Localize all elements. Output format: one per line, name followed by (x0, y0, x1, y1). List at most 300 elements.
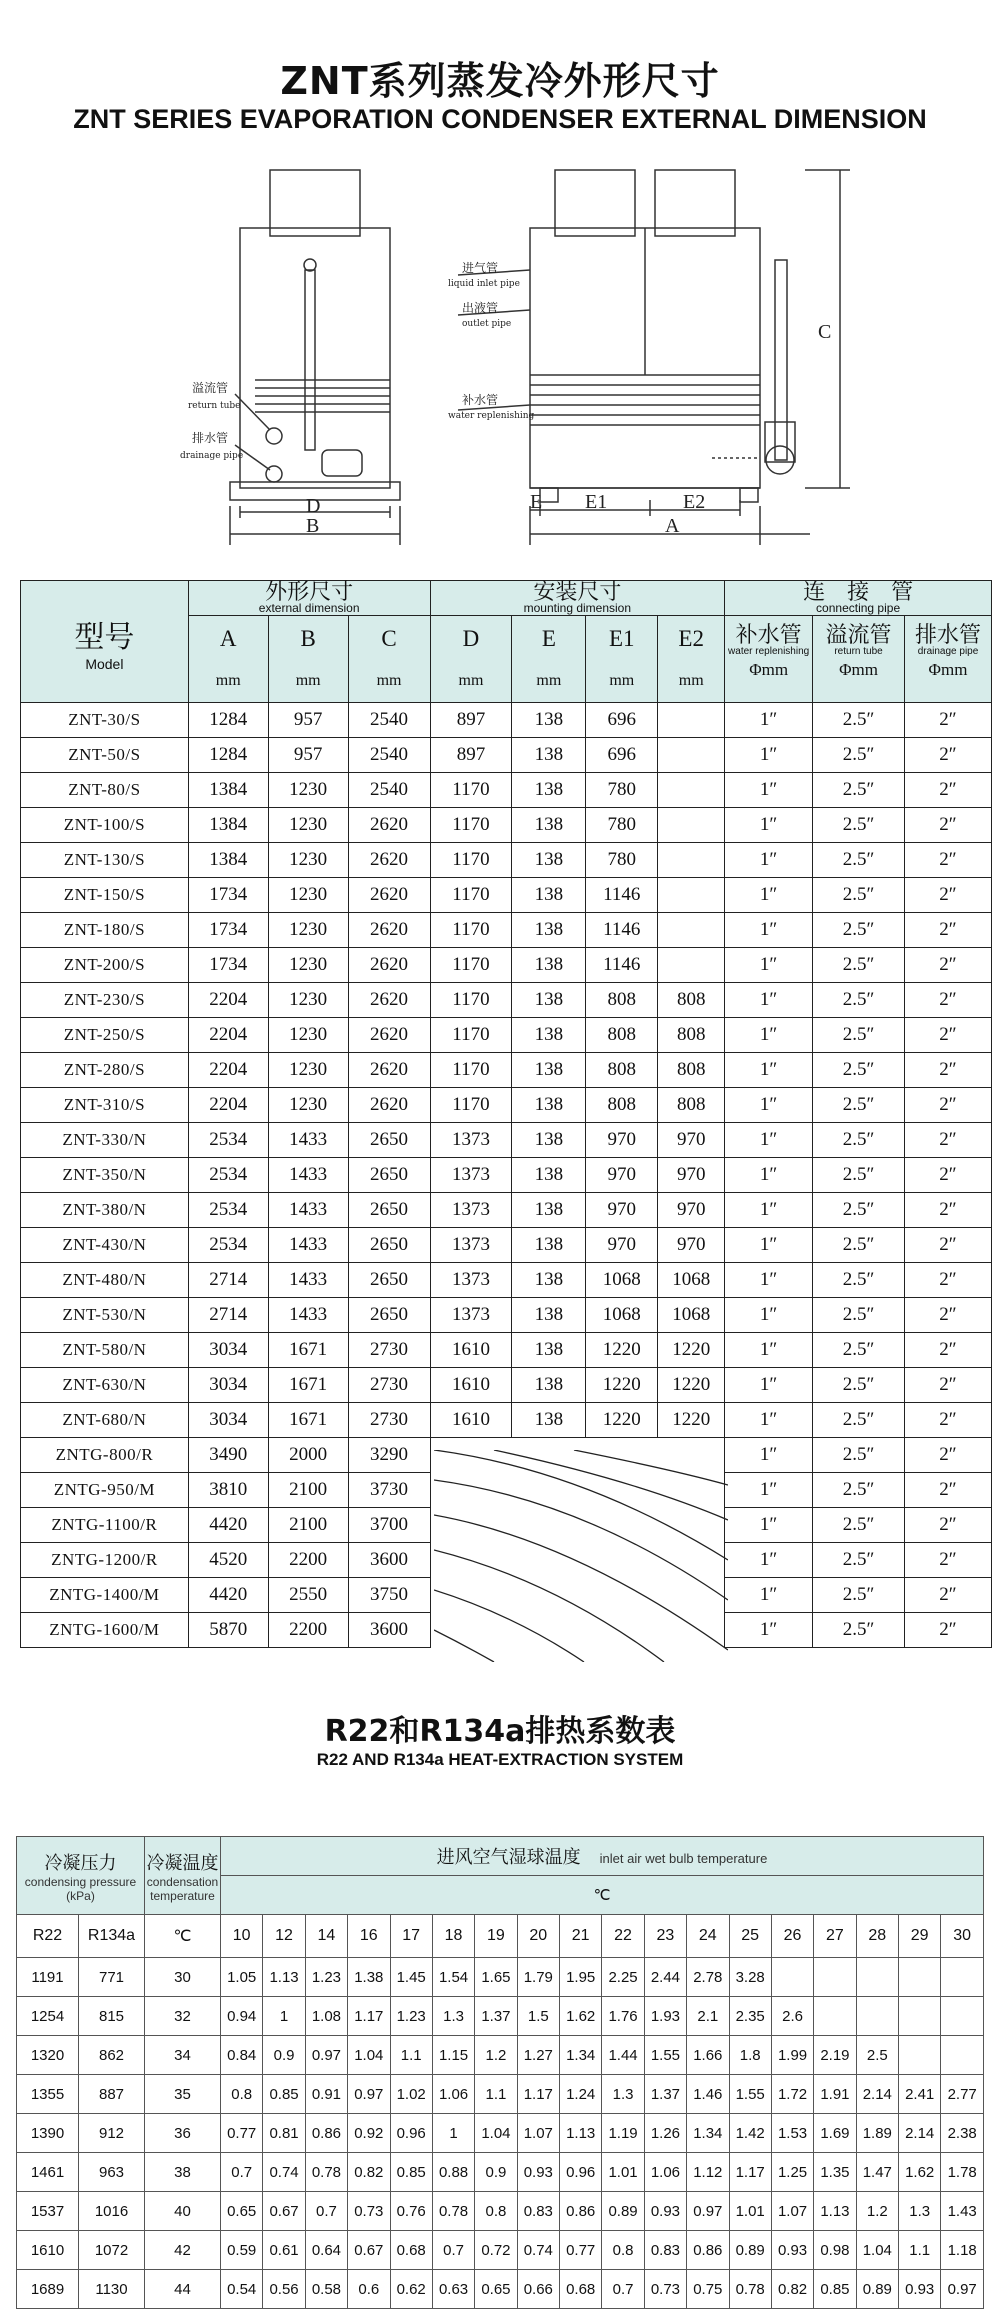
unit-label: mm (295, 672, 321, 689)
value-cell: 0.7 (221, 2153, 263, 2192)
value-cell: 2.5″ (813, 1018, 905, 1053)
value-cell: 887 (79, 2075, 145, 2114)
value-cell: 1.89 (856, 2114, 898, 2153)
value-cell: 1.04 (348, 2036, 390, 2075)
value-cell: 2620 (348, 1088, 430, 1123)
value-cell: 2.5″ (813, 1613, 905, 1648)
wet-bulb-header-cn: 进风空气湿球温度 (436, 1847, 581, 1867)
table-row (17, 2075, 984, 2114)
value-cell: 808 (658, 983, 725, 1018)
model-header (21, 581, 189, 703)
value-cell: 808 (658, 1088, 725, 1123)
value-cell: 0.9 (263, 2036, 305, 2075)
value-cell: 2″ (904, 1578, 991, 1613)
value-cell: 1″ (725, 983, 813, 1018)
value-cell: 2.5″ (813, 1088, 905, 1123)
value-cell: 0.89 (602, 2192, 644, 2231)
table-row (21, 948, 992, 983)
condensing-temp-en: condensation temperature (146, 1874, 219, 1903)
value-cell: 2″ (904, 1158, 991, 1193)
value-cell: 1734 (188, 913, 268, 948)
value-cell: 1.93 (644, 1997, 686, 2036)
value-cell: 32 (145, 1997, 221, 2036)
table-row (21, 1333, 992, 1368)
value-cell: 1.42 (729, 2114, 771, 2153)
wet-bulb-temp-cell: 19 (475, 1915, 517, 1958)
value-cell: 1016 (79, 2192, 145, 2231)
value-cell: 0.98 (814, 2231, 856, 2270)
unit-label: mm (376, 672, 402, 689)
value-cell: 0.63 (432, 2270, 474, 2309)
value-cell: 2″ (904, 1368, 991, 1403)
value-cell: 2730 (348, 1403, 430, 1438)
col-B-label: B (300, 626, 316, 651)
table-row (17, 2270, 984, 2309)
value-cell: 1″ (725, 913, 813, 948)
value-cell: 1.3 (432, 1997, 474, 2036)
drain-pipe-en: drainage pipe (917, 646, 979, 657)
value-cell: 138 (512, 1228, 586, 1263)
value-cell: 2″ (904, 1403, 991, 1438)
value-cell: 138 (512, 1158, 586, 1193)
value-cell: 4420 (188, 1508, 268, 1543)
value-cell: 138 (512, 703, 586, 738)
col-header-A (188, 616, 268, 703)
value-cell: 1.34 (687, 2114, 729, 2153)
value-cell: 1373 (430, 1298, 512, 1333)
value-cell: 2.5″ (813, 738, 905, 773)
value-cell: 970 (586, 1228, 658, 1263)
value-cell: 3700 (348, 1508, 430, 1543)
unit-label: mm (609, 672, 635, 689)
wet-bulb-temp-cell: 23 (644, 1915, 686, 1958)
external-dimension-cn: 外形尺寸 (265, 579, 354, 604)
value-cell: 2.25 (602, 1958, 644, 1997)
value-cell: 1″ (725, 1053, 813, 1088)
value-cell: 1610 (430, 1368, 512, 1403)
value-cell: 1.79 (517, 1958, 559, 1997)
value-cell: 1.1 (899, 2231, 941, 2270)
value-cell: 2.5″ (813, 1193, 905, 1228)
table-row (21, 1298, 992, 1333)
value-cell: 2″ (904, 1123, 991, 1158)
table-row (21, 1123, 992, 1158)
value-cell: 0.6 (348, 2270, 390, 2309)
value-cell: 38 (145, 2153, 221, 2192)
value-cell: 1.5 (517, 1997, 559, 2036)
value-cell: 0.91 (305, 2075, 347, 2114)
value-cell: 0.93 (771, 2231, 813, 2270)
value-cell: 0.68 (390, 2231, 432, 2270)
table-row (17, 2153, 984, 2192)
value-cell: 0.85 (814, 2270, 856, 2309)
wet-bulb-unit: ℃ (221, 1876, 984, 1915)
value-cell: 2″ (904, 1263, 991, 1298)
value-cell: 1″ (725, 773, 813, 808)
value-cell: 1433 (268, 1123, 348, 1158)
value-cell: 1610 (430, 1403, 512, 1438)
value-cell: 1284 (188, 703, 268, 738)
value-cell: 1″ (725, 878, 813, 913)
value-cell: 2″ (904, 773, 991, 808)
heat-table-subtitle: R22 AND R134a HEAT-EXTRACTION SYSTEM (316, 1750, 684, 1769)
table-row (21, 1403, 992, 1438)
value-cell: 1.23 (390, 1997, 432, 2036)
value-cell: 2.77 (941, 2075, 984, 2114)
table-row (21, 738, 992, 773)
value-cell: 2″ (904, 948, 991, 983)
model-cell: ZNTG-1100/R (21, 1508, 189, 1543)
value-cell: 1.43 (941, 2192, 984, 2231)
value-cell: 0.8 (475, 2192, 517, 2231)
table-row (17, 2231, 984, 2270)
value-cell (941, 2036, 984, 2075)
value-cell: 1.78 (941, 2153, 984, 2192)
value-cell: 138 (512, 1053, 586, 1088)
value-cell: 0.64 (305, 2231, 347, 2270)
value-cell: 1170 (430, 808, 512, 843)
col-E-label: E (541, 626, 556, 651)
value-cell: 2″ (904, 1438, 991, 1473)
wet-bulb-temp-cell: 20 (517, 1915, 559, 1958)
subheader-cell: ℃ (145, 1915, 221, 1958)
value-cell: 2204 (188, 983, 268, 1018)
value-cell: 2.5″ (813, 1228, 905, 1263)
value-cell: 2534 (188, 1228, 268, 1263)
model-header-cn: 型号 (74, 620, 135, 654)
value-cell: 1130 (79, 2270, 145, 2309)
value-cell: 2″ (904, 1193, 991, 1228)
value-cell: 2.5″ (813, 1368, 905, 1403)
value-cell: 1″ (725, 808, 813, 843)
value-cell: 1433 (268, 1263, 348, 1298)
value-cell: 1.35 (814, 2153, 856, 2192)
value-cell: 2620 (348, 843, 430, 878)
model-cell: ZNT-380/N (21, 1193, 189, 1228)
value-cell: 696 (586, 738, 658, 773)
value-cell: 2″ (904, 913, 991, 948)
value-cell: 1″ (725, 1543, 813, 1578)
value-cell: 1191 (17, 1958, 79, 1997)
value-cell: 2540 (348, 773, 430, 808)
value-cell: 1230 (268, 1088, 348, 1123)
value-cell: 1″ (725, 948, 813, 983)
value-cell: 0.62 (390, 2270, 432, 2309)
col-header-E (512, 616, 586, 703)
value-cell: 1461 (17, 2153, 79, 2192)
value-cell: 0.93 (644, 2192, 686, 2231)
wet-bulb-temp-cell: 30 (941, 1915, 984, 1958)
value-cell: 970 (658, 1193, 725, 1228)
value-cell: 0.58 (305, 2270, 347, 2309)
pressure-header-en: condensing pressure (24, 1874, 137, 1889)
value-cell: 1.06 (644, 2153, 686, 2192)
value-cell: 1373 (430, 1123, 512, 1158)
value-cell: 138 (512, 1333, 586, 1368)
value-cell (658, 878, 725, 913)
value-cell: 1.04 (856, 2231, 898, 2270)
model-cell: ZNT-530/N (21, 1298, 189, 1333)
value-cell: 2620 (348, 1053, 430, 1088)
value-cell: 780 (586, 843, 658, 878)
value-cell: 1.17 (729, 2153, 771, 2192)
value-cell: 1.27 (517, 2036, 559, 2075)
value-cell: 0.82 (771, 2270, 813, 2309)
value-cell: 2″ (904, 1613, 991, 1648)
value-cell: 0.75 (687, 2270, 729, 2309)
value-cell: 2540 (348, 738, 430, 773)
pressure-header-cn: 冷凝压力 (44, 1852, 117, 1873)
dim-A: A (665, 515, 680, 537)
value-cell: 1072 (79, 2231, 145, 2270)
value-cell: 1″ (725, 1613, 813, 1648)
table-row (21, 983, 992, 1018)
model-cell: ZNT-100/S (21, 808, 189, 843)
value-cell (658, 913, 725, 948)
value-cell: 1068 (658, 1298, 725, 1333)
overflow-pipe-en: return tube (834, 646, 883, 657)
mounting-dimension-cn: 安装尺寸 (533, 579, 622, 604)
value-cell: 1″ (725, 1088, 813, 1123)
value-cell: 808 (586, 1088, 658, 1123)
model-cell: ZNT-680/N (21, 1403, 189, 1438)
value-cell: 0.89 (729, 2231, 771, 2270)
table-row (21, 808, 992, 843)
value-cell: 138 (512, 1018, 586, 1053)
table-row (21, 1263, 992, 1298)
col-E1-label: E1 (608, 626, 635, 651)
value-cell: 2″ (904, 1333, 991, 1368)
value-cell: 0.86 (305, 2114, 347, 2153)
wet-bulb-temp-cell: 12 (263, 1915, 305, 1958)
value-cell: 2″ (904, 1298, 991, 1333)
value-cell: 1.62 (899, 2153, 941, 2192)
value-cell: 0.82 (348, 2153, 390, 2192)
col-header-C (348, 616, 430, 703)
value-cell: 1671 (268, 1368, 348, 1403)
value-cell: 1″ (725, 1403, 813, 1438)
value-cell: 970 (586, 1158, 658, 1193)
value-cell: 1.55 (729, 2075, 771, 2114)
value-cell: 963 (79, 2153, 145, 2192)
value-cell: 1146 (586, 948, 658, 983)
value-cell: 1″ (725, 1018, 813, 1053)
value-cell: 808 (586, 983, 658, 1018)
value-cell: 0.56 (263, 2270, 305, 2309)
value-cell: 1.62 (560, 1997, 602, 2036)
value-cell: 1.05 (221, 1958, 263, 1997)
value-cell (658, 843, 725, 878)
table-row (17, 2114, 984, 2153)
value-cell: 0.88 (432, 2153, 474, 2192)
value-cell: 1220 (658, 1333, 725, 1368)
value-cell: 0.93 (899, 2270, 941, 2309)
value-cell: 138 (512, 738, 586, 773)
value-cell: 138 (512, 843, 586, 878)
value-cell: 0.81 (263, 2114, 305, 2153)
value-cell: 0.54 (221, 2270, 263, 2309)
value-cell: 1.23 (305, 1958, 347, 1997)
model-cell: ZNT-150/S (21, 878, 189, 913)
value-cell: 0.89 (856, 2270, 898, 2309)
table-row (21, 1088, 992, 1123)
page-title: ZNT系列蒸发冷外形尺寸 (280, 59, 720, 103)
value-cell: 1″ (725, 1298, 813, 1333)
value-cell: 1.24 (560, 2075, 602, 2114)
model-cell: ZNTG-800/R (21, 1438, 189, 1473)
value-cell: 0.92 (348, 2114, 390, 2153)
model-cell: ZNTG-1600/M (21, 1613, 189, 1648)
pressure-header (17, 1837, 145, 1915)
value-cell: 2.35 (729, 1997, 771, 2036)
value-cell: 1284 (188, 738, 268, 773)
wet-bulb-temp-cell: 25 (729, 1915, 771, 1958)
unit-label: mm (678, 672, 704, 689)
value-cell: 2204 (188, 1088, 268, 1123)
value-cell: 1 (263, 1997, 305, 2036)
value-cell: 1734 (188, 948, 268, 983)
heat-table-body (17, 1958, 984, 2309)
value-cell: 1.38 (348, 1958, 390, 1997)
value-cell: 0.72 (475, 2231, 517, 2270)
value-cell: 1.3 (602, 2075, 644, 2114)
value-cell: 2650 (348, 1123, 430, 1158)
value-cell: 1230 (268, 843, 348, 878)
value-cell: 1.26 (644, 2114, 686, 2153)
model-cell: ZNT-630/N (21, 1368, 189, 1403)
drain-label-en: drainage pipe (180, 451, 244, 461)
value-cell: 1.13 (814, 2192, 856, 2231)
value-cell: 1.44 (602, 2036, 644, 2075)
overflow-label-en: return tube (188, 401, 241, 411)
model-cell: ZNT-80/S (21, 773, 189, 808)
value-cell: 0.7 (602, 2270, 644, 2309)
value-cell: 970 (658, 1158, 725, 1193)
value-cell: 2.78 (687, 1958, 729, 1997)
value-cell: 1″ (725, 703, 813, 738)
value-cell: 2534 (188, 1193, 268, 1228)
table-row (17, 2192, 984, 2231)
value-cell: 2.5″ (813, 1263, 905, 1298)
table-row (21, 1368, 992, 1403)
model-cell: ZNT-310/S (21, 1088, 189, 1123)
value-cell: 1068 (658, 1263, 725, 1298)
value-cell: 1.53 (771, 2114, 813, 2153)
wet-bulb-temp-cell: 21 (560, 1915, 602, 1958)
value-cell: 1.72 (771, 2075, 813, 2114)
value-cell: 35 (145, 2075, 221, 2114)
makeup-label-en: water replenishing (448, 411, 535, 421)
value-cell: 0.94 (221, 1997, 263, 2036)
model-header-en: Model (85, 655, 124, 672)
value-cell: 970 (586, 1123, 658, 1158)
value-cell: 1373 (430, 1193, 512, 1228)
value-cell: 2714 (188, 1298, 268, 1333)
value-cell: 1.47 (856, 2153, 898, 2192)
model-cell: ZNT-430/N (21, 1228, 189, 1263)
value-cell: 1146 (586, 913, 658, 948)
value-cell: 2730 (348, 1368, 430, 1403)
wet-bulb-temp-cell: 17 (390, 1915, 432, 1958)
value-cell: 2000 (268, 1438, 348, 1473)
value-cell: 1671 (268, 1333, 348, 1368)
value-cell: 0.78 (432, 2192, 474, 2231)
value-cell: 1.01 (602, 2153, 644, 2192)
value-cell: 40 (145, 2192, 221, 2231)
value-cell: 2.5″ (813, 1333, 905, 1368)
value-cell: 1.37 (475, 1997, 517, 2036)
value-cell: 0.67 (263, 2192, 305, 2231)
unit-label: mm (215, 672, 241, 689)
value-cell: 897 (430, 738, 512, 773)
value-cell: 1373 (430, 1228, 512, 1263)
value-cell: 2204 (188, 1018, 268, 1053)
value-cell: 0.85 (263, 2075, 305, 2114)
model-cell: ZNT-330/N (21, 1123, 189, 1158)
value-cell: 1.91 (814, 2075, 856, 2114)
value-cell: 1.2 (475, 2036, 517, 2075)
value-cell (771, 1958, 813, 1997)
value-cell: 0.66 (517, 2270, 559, 2309)
value-cell: 0.83 (517, 2192, 559, 2231)
value-cell: 1.06 (432, 2075, 474, 2114)
value-cell: 1.13 (560, 2114, 602, 2153)
value-cell: 0.73 (644, 2270, 686, 2309)
value-cell: 0.86 (560, 2192, 602, 2231)
dim-E: E (530, 491, 543, 513)
value-cell: 138 (512, 1298, 586, 1333)
value-cell: 0.97 (305, 2036, 347, 2075)
wet-bulb-temp-cell: 18 (432, 1915, 474, 1958)
value-cell: 1.01 (729, 2192, 771, 2231)
value-cell: 0.77 (221, 2114, 263, 2153)
value-cell: 0.9 (475, 2153, 517, 2192)
value-cell: 2″ (904, 1228, 991, 1263)
value-cell: 0.84 (221, 2036, 263, 2075)
value-cell: 1734 (188, 878, 268, 913)
value-cell: 1068 (586, 1263, 658, 1298)
value-cell: 1170 (430, 878, 512, 913)
value-cell: 1.99 (771, 2036, 813, 2075)
value-cell: 1.08 (305, 1997, 347, 2036)
value-cell: 1.45 (390, 1958, 432, 1997)
value-cell: 1.69 (814, 2114, 856, 2153)
pipe-unit-label: Φmm (839, 660, 878, 679)
wet-bulb-temp-cell: 29 (899, 1915, 941, 1958)
value-cell: 1.54 (432, 1958, 474, 1997)
value-cell: 4420 (188, 1578, 268, 1613)
value-cell: 1230 (268, 773, 348, 808)
value-cell (941, 1958, 984, 1997)
value-cell (899, 2036, 941, 2075)
value-cell: 0.77 (560, 2231, 602, 2270)
value-cell: 0.74 (263, 2153, 305, 2192)
value-cell (658, 948, 725, 983)
value-cell (658, 773, 725, 808)
value-cell: 1220 (586, 1403, 658, 1438)
value-cell: 1220 (658, 1403, 725, 1438)
value-cell (899, 1958, 941, 1997)
value-cell: 0.96 (390, 2114, 432, 2153)
wet-bulb-header (221, 1837, 984, 1876)
value-cell: 2534 (188, 1158, 268, 1193)
value-cell: 0.59 (221, 2231, 263, 2270)
table-row (17, 1997, 984, 2036)
value-cell: 2″ (904, 1508, 991, 1543)
value-cell: 1.2 (856, 2192, 898, 2231)
value-cell: 970 (586, 1193, 658, 1228)
value-cell: 1″ (725, 843, 813, 878)
